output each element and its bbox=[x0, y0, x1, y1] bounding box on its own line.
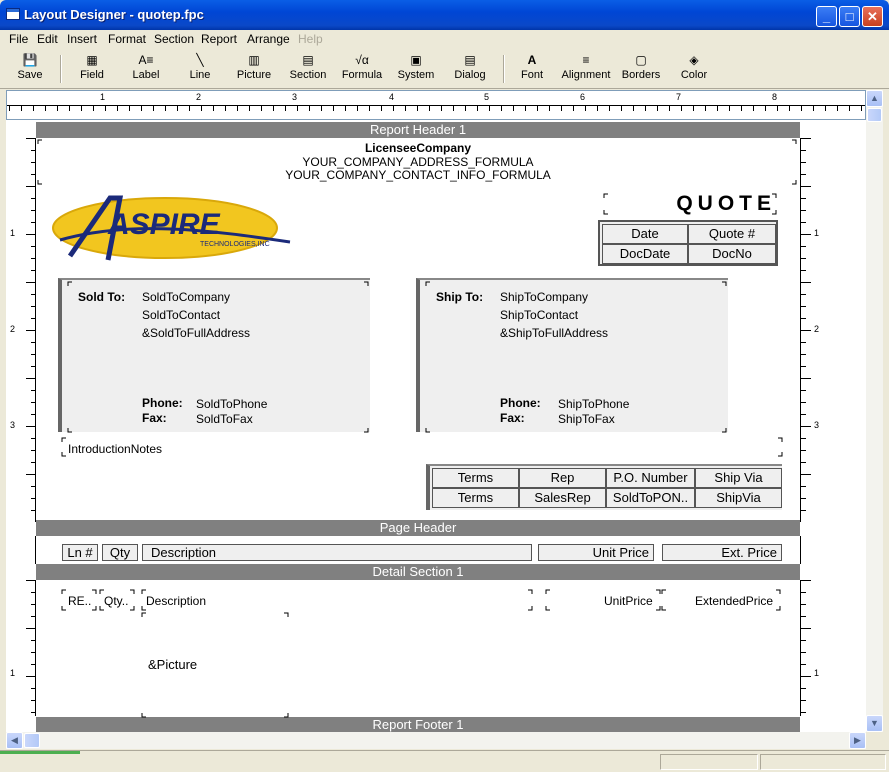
sales-rep-field[interactable]: SalesRep bbox=[519, 488, 606, 508]
horizontal-ruler bbox=[6, 90, 866, 120]
picture-icon: ▥ bbox=[248, 53, 260, 67]
field-button[interactable]: ▦ Field bbox=[80, 53, 104, 81]
picture-field[interactable]: &Picture bbox=[148, 657, 198, 672]
ship-to-phone-label[interactable]: Phone: bbox=[500, 396, 541, 410]
ruler-tick bbox=[285, 106, 286, 111]
ruler-tick bbox=[693, 106, 694, 111]
ruler-tick bbox=[405, 106, 406, 111]
ruler-tick bbox=[21, 106, 22, 111]
ruler-tick bbox=[441, 106, 442, 111]
horizontal-scrollbar[interactable] bbox=[6, 732, 866, 749]
ruler-tick bbox=[753, 106, 754, 111]
company-name-field[interactable]: LicenseeCompany bbox=[364, 141, 472, 155]
date-label[interactable]: Date bbox=[602, 224, 688, 244]
ruler-tick bbox=[45, 106, 46, 111]
menu-arrange[interactable]: Arrange bbox=[247, 32, 290, 46]
window-title: Layout Designer - quotep.fpc bbox=[24, 7, 204, 22]
logo-text: ASPIRE bbox=[108, 208, 220, 241]
terms-header[interactable]: Terms bbox=[432, 468, 519, 488]
status-panel bbox=[660, 754, 758, 770]
ruler-tick bbox=[201, 106, 202, 111]
unit-price-field[interactable]: UnitPrice bbox=[604, 594, 653, 608]
ruler-line bbox=[7, 105, 866, 106]
ruler-tick bbox=[393, 106, 394, 111]
ruler-tick bbox=[561, 106, 562, 111]
ship-to-fax-field[interactable]: ShipToFax bbox=[558, 412, 615, 426]
status-progress bbox=[0, 751, 80, 754]
ruler-tick bbox=[105, 106, 106, 111]
section-bar-detail[interactable]: Detail Section 1 bbox=[36, 564, 800, 580]
ruler-tick bbox=[741, 106, 742, 111]
ruler-mark: 2 bbox=[196, 92, 202, 102]
qty-column-label[interactable]: Qty bbox=[102, 544, 138, 561]
ruler-tick bbox=[537, 106, 538, 111]
menu-edit[interactable]: Edit bbox=[37, 32, 58, 46]
vertical-scrollbar[interactable] bbox=[866, 90, 883, 732]
ruler-tick bbox=[117, 106, 118, 111]
ruler-tick bbox=[549, 106, 550, 111]
toolbar bbox=[0, 49, 889, 89]
ruler-tick bbox=[789, 106, 790, 111]
description-field[interactable]: Description bbox=[146, 594, 207, 608]
ruler-tick bbox=[345, 106, 346, 111]
ruler-tick bbox=[861, 106, 862, 111]
menu-bar bbox=[0, 30, 889, 49]
ruler-tick bbox=[309, 106, 310, 111]
ruler-tick bbox=[465, 106, 466, 111]
font-icon: A bbox=[527, 53, 537, 67]
ruler-tick bbox=[837, 106, 838, 111]
scroll-corner bbox=[866, 732, 883, 749]
system-button[interactable]: ▣ System bbox=[397, 53, 435, 81]
ruler-tick bbox=[429, 106, 430, 111]
scroll-up-button[interactable]: ▲ bbox=[866, 90, 883, 107]
ruler-tick bbox=[177, 106, 178, 111]
section-bar-page-header[interactable]: Page Header bbox=[36, 520, 800, 536]
ruler-tick bbox=[297, 106, 298, 111]
line-number-field[interactable]: RE.. bbox=[68, 594, 92, 608]
selection-handles bbox=[6, 120, 866, 732]
ship-to-company-field[interactable]: ShipToCompany bbox=[500, 290, 589, 304]
ruler-tick bbox=[849, 106, 850, 111]
terms-field[interactable]: Terms bbox=[432, 488, 519, 508]
rep-header[interactable]: Rep bbox=[519, 468, 606, 488]
side-mark: 1 bbox=[814, 228, 820, 238]
system-icon: ▣ bbox=[410, 53, 422, 67]
design-canvas[interactable] bbox=[6, 120, 866, 732]
formula-icon: √α bbox=[355, 53, 369, 67]
side-mark: 1 bbox=[10, 228, 16, 238]
ruler-tick bbox=[477, 106, 478, 111]
ruler-tick bbox=[825, 106, 826, 111]
toolbar-separator bbox=[60, 55, 62, 83]
side-mark: 1 bbox=[814, 668, 820, 678]
line-button[interactable]: ╲ Line bbox=[189, 53, 211, 81]
description-column-label[interactable]: Description bbox=[142, 544, 532, 561]
ruler-mark: 8 bbox=[772, 92, 778, 102]
ruler-tick bbox=[777, 106, 778, 111]
ext-price-column-label[interactable]: Ext. Price bbox=[662, 544, 782, 561]
side-mark: 3 bbox=[10, 420, 16, 430]
ruler-tick bbox=[717, 106, 718, 111]
ruler-tick bbox=[57, 106, 58, 111]
sold-to-address-field[interactable]: &SoldToFullAddress bbox=[142, 326, 251, 340]
alignment-icon: ≡ bbox=[582, 53, 590, 67]
ruler-tick bbox=[585, 106, 586, 111]
borders-button[interactable]: ▢ Borders bbox=[621, 53, 661, 81]
logo-subtext: TECHNOLOGIES,INC bbox=[200, 241, 270, 248]
ruler-tick bbox=[681, 106, 682, 111]
ruler-tick bbox=[93, 106, 94, 111]
quote-title[interactable]: QUOTE bbox=[676, 192, 776, 215]
ship-to-address-field[interactable]: &ShipToFullAddress bbox=[500, 326, 609, 340]
company-address-field[interactable]: YOUR_COMPANY_ADDRESS_FORMULA bbox=[302, 155, 534, 169]
scroll-left-button[interactable]: ◀ bbox=[6, 732, 23, 749]
ship-to-phone-field[interactable]: ShipToPhone bbox=[558, 397, 630, 411]
ruler-tick bbox=[609, 106, 610, 111]
sold-to-phone-label[interactable]: Phone: bbox=[142, 396, 183, 410]
vertical-scroll-thumb[interactable] bbox=[867, 108, 882, 122]
ruler-tick bbox=[801, 106, 802, 111]
menu-help[interactable]: Help bbox=[298, 32, 323, 46]
section-bar-report-header[interactable]: Report Header 1 bbox=[36, 122, 800, 138]
ruler-tick bbox=[225, 106, 226, 111]
font-button[interactable]: A Font bbox=[520, 53, 543, 81]
toolbar-separator bbox=[503, 55, 505, 83]
ruler-tick bbox=[165, 106, 166, 111]
extended-price-field[interactable]: ExtendedPrice bbox=[695, 594, 774, 608]
maximize-button[interactable]: □ bbox=[839, 6, 860, 27]
ruler-tick bbox=[525, 106, 526, 111]
dialog-icon: ▤ bbox=[464, 53, 476, 67]
ruler-tick bbox=[141, 106, 142, 111]
company-contact-field[interactable]: YOUR_COMPANY_CONTACT_INFO_FORMULA bbox=[285, 168, 551, 182]
label-button[interactable]: A≡ Label bbox=[132, 53, 160, 81]
ruler-tick bbox=[633, 106, 634, 111]
ship-via-field[interactable]: ShipVia bbox=[695, 488, 782, 508]
ruler-mark: 5 bbox=[484, 92, 490, 102]
ruler-tick bbox=[261, 106, 262, 111]
ruler-tick bbox=[597, 106, 598, 111]
ruler-tick bbox=[237, 106, 238, 111]
ruler-tick bbox=[573, 106, 574, 111]
po-number-field[interactable]: SoldToPON.. bbox=[606, 488, 695, 508]
ruler-tick bbox=[333, 106, 334, 111]
menu-insert[interactable]: Insert bbox=[67, 32, 98, 46]
ruler-tick bbox=[189, 106, 190, 111]
sold-to-contact-field[interactable]: SoldToContact bbox=[142, 308, 221, 322]
borders-icon: ▢ bbox=[635, 53, 647, 67]
ln-number-column-label[interactable]: Ln # bbox=[62, 544, 98, 561]
color-button[interactable]: ◈ Color bbox=[680, 53, 708, 81]
ship-to-label[interactable]: Ship To: bbox=[436, 290, 484, 304]
doc-number-field[interactable]: DocNo bbox=[688, 244, 776, 264]
quote-number-label[interactable]: Quote # bbox=[688, 224, 776, 244]
side-mark: 3 bbox=[814, 420, 820, 430]
ruler-tick bbox=[129, 106, 130, 111]
alignment-button[interactable]: ≡ Alignment bbox=[561, 53, 611, 81]
label-icon: A≡ bbox=[138, 53, 154, 67]
sold-to-fax-field[interactable]: SoldToFax bbox=[196, 412, 253, 426]
ruler-tick bbox=[213, 106, 214, 111]
ruler-tick bbox=[765, 106, 766, 111]
save-button[interactable]: 💾 Save bbox=[17, 53, 43, 81]
sold-to-fax-label[interactable]: Fax: bbox=[142, 411, 167, 425]
side-mark: 1 bbox=[10, 668, 16, 678]
section-button[interactable]: ▤ Section bbox=[289, 53, 327, 81]
ruler-tick bbox=[621, 106, 622, 111]
ruler-tick bbox=[729, 106, 730, 111]
ruler-tick bbox=[705, 106, 706, 111]
scroll-down-button[interactable]: ▼ bbox=[866, 715, 883, 732]
ruler-mark: 4 bbox=[389, 92, 395, 102]
ruler-tick bbox=[645, 106, 646, 111]
picture-button[interactable]: ▥ Picture bbox=[236, 53, 272, 81]
ruler-tick bbox=[657, 106, 658, 111]
ruler-tick bbox=[669, 106, 670, 111]
ruler-tick bbox=[501, 106, 502, 111]
ruler-tick bbox=[381, 106, 382, 111]
side-mark: 2 bbox=[814, 324, 820, 334]
ruler-mark: 3 bbox=[292, 92, 298, 102]
ruler-mark: 7 bbox=[676, 92, 682, 102]
menu-section[interactable]: Section bbox=[154, 32, 195, 46]
ruler-tick bbox=[453, 106, 454, 111]
minimize-button[interactable]: _ bbox=[816, 6, 837, 27]
ruler-tick bbox=[273, 106, 274, 111]
ruler-tick bbox=[69, 106, 70, 111]
side-mark: 2 bbox=[10, 324, 16, 334]
menu-file[interactable]: File bbox=[9, 32, 29, 46]
sold-to-phone-field[interactable]: SoldToPhone bbox=[196, 397, 268, 411]
dialog-button[interactable]: ▤ Dialog bbox=[454, 53, 486, 81]
menu-format[interactable]: Format bbox=[108, 32, 147, 46]
ship-to-contact-field[interactable]: ShipToContact bbox=[500, 308, 579, 322]
ship-to-fax-label[interactable]: Fax: bbox=[500, 411, 525, 425]
ruler-tick bbox=[369, 106, 370, 111]
app-icon bbox=[6, 8, 20, 20]
section-icon: ▤ bbox=[302, 53, 314, 67]
qty-field[interactable]: Qty.. bbox=[104, 594, 129, 608]
sold-to-label[interactable]: Sold To: bbox=[78, 290, 126, 304]
horizontal-scroll-thumb[interactable] bbox=[24, 733, 40, 748]
introduction-notes-field[interactable]: IntroductionNotes bbox=[68, 442, 163, 456]
ruler-tick bbox=[321, 106, 322, 111]
close-button[interactable]: ✕ bbox=[862, 6, 883, 27]
line-icon: ╲ bbox=[196, 53, 204, 67]
menu-report[interactable]: Report bbox=[201, 32, 238, 46]
ruler-mark: 6 bbox=[580, 92, 586, 102]
ruler-tick bbox=[417, 106, 418, 111]
title-bar[interactable] bbox=[0, 0, 889, 30]
field-icon: ▦ bbox=[86, 53, 98, 67]
doc-date-field[interactable]: DocDate bbox=[602, 244, 688, 264]
scroll-right-button[interactable]: ▶ bbox=[849, 732, 866, 749]
ruler-tick bbox=[357, 106, 358, 111]
ruler-tick bbox=[33, 106, 34, 111]
ruler-mark: 1 bbox=[100, 92, 106, 102]
formula-button[interactable]: √α Formula bbox=[341, 53, 383, 81]
ruler-tick bbox=[513, 106, 514, 111]
ruler-tick bbox=[249, 106, 250, 111]
save-icon: 💾 bbox=[22, 53, 38, 67]
ruler-tick bbox=[9, 106, 10, 111]
ruler-tick bbox=[81, 106, 82, 111]
ruler-tick bbox=[489, 106, 490, 111]
color-icon: ◈ bbox=[689, 53, 699, 67]
ruler-tick bbox=[153, 106, 154, 111]
unit-price-column-label[interactable]: Unit Price bbox=[538, 544, 654, 561]
po-number-header[interactable]: P.O. Number bbox=[606, 468, 695, 488]
status-panel bbox=[760, 754, 886, 770]
ship-via-header[interactable]: Ship Via bbox=[695, 468, 782, 488]
sold-to-company-field[interactable]: SoldToCompany bbox=[142, 290, 231, 304]
section-bar-report-footer[interactable]: Report Footer 1 bbox=[36, 717, 800, 732]
status-bar bbox=[0, 750, 889, 772]
ruler-tick bbox=[813, 106, 814, 111]
